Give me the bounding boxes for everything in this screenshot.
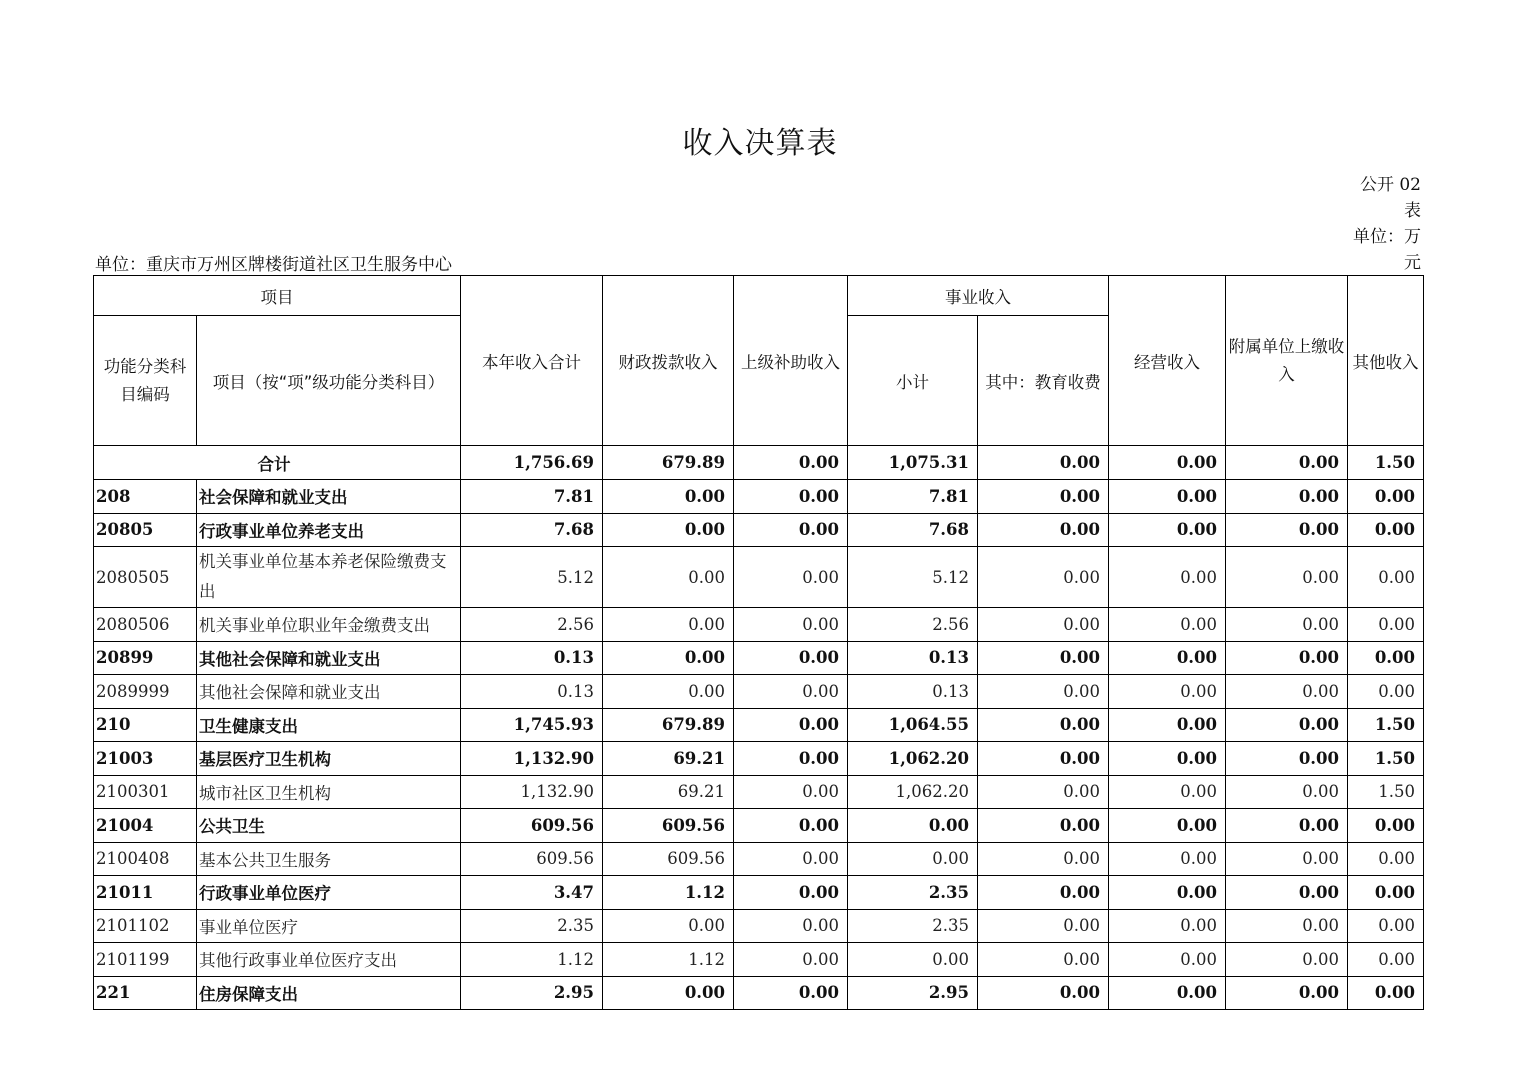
total-cell: 1.50 xyxy=(1348,446,1424,480)
row-value: 0.00 xyxy=(734,513,848,547)
row-value: 0.00 xyxy=(848,943,978,977)
row-value: 0.00 xyxy=(978,876,1109,910)
row-value: 609.56 xyxy=(603,842,734,876)
row-code: 210 xyxy=(94,708,197,742)
row-name: 行政事业单位养老支出 xyxy=(197,513,461,547)
table-row xyxy=(94,547,1424,608)
row-value: 0.00 xyxy=(1348,876,1424,910)
row-value: 0.00 xyxy=(978,775,1109,809)
row-value: 0.00 xyxy=(1109,976,1226,1010)
row-value: 0.00 xyxy=(1109,742,1226,776)
header-subtotal: 小计 xyxy=(848,316,978,446)
header-fiscal: 财政拨款收入 xyxy=(603,276,734,446)
header-operating: 经营收入 xyxy=(1109,276,1226,446)
row-value: 0.00 xyxy=(734,608,848,642)
form-number-line: 公开 02 xyxy=(1359,175,1421,195)
row-value: 0.00 xyxy=(1348,547,1424,608)
table-header xyxy=(94,276,1424,446)
row-value: 0.00 xyxy=(1109,608,1226,642)
row-value: 0.00 xyxy=(1348,675,1424,709)
table-row xyxy=(94,608,1424,642)
row-value: 5.12 xyxy=(848,547,978,608)
row-value: 0.00 xyxy=(1109,943,1226,977)
row-name: 城市社区卫生机构 xyxy=(197,775,461,809)
row-name: 公共卫生 xyxy=(197,809,461,843)
row-code: 2101102 xyxy=(94,909,197,943)
row-value: 0.00 xyxy=(603,547,734,608)
total-cell: 0.00 xyxy=(1226,446,1348,480)
header-code: 功能分类科目编码 xyxy=(94,316,197,446)
row-value: 0.00 xyxy=(1348,513,1424,547)
row-value: 1,062.20 xyxy=(848,742,978,776)
row-code: 21011 xyxy=(94,876,197,910)
row-value: 0.00 xyxy=(1226,480,1348,514)
row-value: 7.68 xyxy=(461,513,603,547)
row-value: 2.35 xyxy=(461,909,603,943)
table-row xyxy=(94,976,1424,1010)
total-cell: 0.00 xyxy=(734,446,848,480)
row-value: 0.00 xyxy=(978,708,1109,742)
row-value: 0.00 xyxy=(1109,842,1226,876)
form-number-line: 元 xyxy=(1404,253,1421,273)
row-value: 7.68 xyxy=(848,513,978,547)
row-value: 0.00 xyxy=(1348,909,1424,943)
table-row xyxy=(94,513,1424,547)
total-row xyxy=(94,446,1424,480)
row-code: 2101199 xyxy=(94,943,197,977)
row-value: 0.00 xyxy=(978,842,1109,876)
row-value: 0.00 xyxy=(1226,708,1348,742)
row-code: 2100408 xyxy=(94,842,197,876)
row-code: 21003 xyxy=(94,742,197,776)
row-value: 1.50 xyxy=(1348,742,1424,776)
row-value: 0.00 xyxy=(1226,608,1348,642)
row-value: 0.00 xyxy=(1348,976,1424,1010)
row-value: 0.00 xyxy=(1226,909,1348,943)
row-value: 609.56 xyxy=(461,809,603,843)
table-row xyxy=(94,641,1424,675)
total-cell: 0.00 xyxy=(1109,446,1226,480)
row-name: 卫生健康支出 xyxy=(197,708,461,742)
row-value: 0.00 xyxy=(734,547,848,608)
form-number-line: 表 xyxy=(1404,201,1421,221)
row-value: 2.56 xyxy=(461,608,603,642)
row-value: 0.00 xyxy=(848,809,978,843)
row-value: 0.13 xyxy=(848,641,978,675)
header-total: 本年收入合计 xyxy=(461,276,603,446)
row-value: 679.89 xyxy=(603,708,734,742)
row-value: 1.50 xyxy=(1348,708,1424,742)
row-value: 0.00 xyxy=(1109,775,1226,809)
row-value: 0.00 xyxy=(978,675,1109,709)
form-number xyxy=(1351,172,1421,276)
header-edu: 其中：教育收费 xyxy=(978,316,1109,446)
row-value: 0.00 xyxy=(734,480,848,514)
row-name: 机关事业单位职业年金缴费支出 xyxy=(197,608,461,642)
row-value: 0.00 xyxy=(734,842,848,876)
header-business: 事业收入 xyxy=(848,276,1109,316)
row-value: 0.00 xyxy=(1109,641,1226,675)
row-value: 0.00 xyxy=(1109,809,1226,843)
unit-label: 单位：重庆市万州区牌楼街道社区卫生服务中心 xyxy=(95,255,452,275)
row-value: 609.56 xyxy=(603,809,734,843)
row-value: 2.35 xyxy=(848,876,978,910)
row-value: 1,132.90 xyxy=(461,742,603,776)
row-name: 行政事业单位医疗 xyxy=(197,876,461,910)
row-value: 0.00 xyxy=(1226,943,1348,977)
row-value: 0.00 xyxy=(1109,909,1226,943)
row-value: 1.12 xyxy=(461,943,603,977)
row-name: 基层医疗卫生机构 xyxy=(197,742,461,776)
row-value: 609.56 xyxy=(461,842,603,876)
row-value: 0.00 xyxy=(1348,480,1424,514)
page-title: 收入决算表 xyxy=(682,126,838,161)
row-value: 0.00 xyxy=(1226,641,1348,675)
row-value: 0.00 xyxy=(734,775,848,809)
row-value: 1,064.55 xyxy=(848,708,978,742)
row-name: 社会保障和就业支出 xyxy=(197,480,461,514)
row-value: 0.00 xyxy=(1109,547,1226,608)
row-value: 1.50 xyxy=(1348,775,1424,809)
row-name: 其他社会保障和就业支出 xyxy=(197,641,461,675)
row-name: 其他社会保障和就业支出 xyxy=(197,675,461,709)
row-value: 0.00 xyxy=(603,909,734,943)
row-value: 1,745.93 xyxy=(461,708,603,742)
row-code: 21004 xyxy=(94,809,197,843)
total-cell: 679.89 xyxy=(603,446,734,480)
row-value: 0.00 xyxy=(978,513,1109,547)
row-value: 0.00 xyxy=(978,909,1109,943)
row-value: 5.12 xyxy=(461,547,603,608)
row-code: 208 xyxy=(94,480,197,514)
row-name: 基本公共卫生服务 xyxy=(197,842,461,876)
total-cell: 1,075.31 xyxy=(848,446,978,480)
row-name: 机关事业单位基本养老保险缴费支出 xyxy=(197,547,461,608)
row-value: 0.00 xyxy=(734,876,848,910)
row-value: 0.00 xyxy=(734,742,848,776)
row-code: 221 xyxy=(94,976,197,1010)
row-value: 0.13 xyxy=(848,675,978,709)
row-value: 0.13 xyxy=(461,675,603,709)
row-value: 7.81 xyxy=(461,480,603,514)
row-value: 0.00 xyxy=(603,675,734,709)
table-row xyxy=(94,876,1424,910)
row-value: 0.13 xyxy=(461,641,603,675)
row-value: 0.00 xyxy=(1226,775,1348,809)
header-project: 项目 xyxy=(94,276,461,316)
row-value: 0.00 xyxy=(1226,513,1348,547)
row-name: 住房保障支出 xyxy=(197,976,461,1010)
row-value: 0.00 xyxy=(734,708,848,742)
row-value: 0.00 xyxy=(1226,976,1348,1010)
table-row xyxy=(94,943,1424,977)
table-row xyxy=(94,708,1424,742)
row-value: 0.00 xyxy=(734,943,848,977)
row-value: 0.00 xyxy=(978,608,1109,642)
header-name: 项目（按“项”级功能分类科目） xyxy=(197,316,461,446)
row-value: 2.35 xyxy=(848,909,978,943)
form-number-line: 单位：万 xyxy=(1353,227,1421,247)
row-value: 0.00 xyxy=(603,641,734,675)
row-value: 0.00 xyxy=(1226,547,1348,608)
row-name: 事业单位医疗 xyxy=(197,909,461,943)
row-code: 2100301 xyxy=(94,775,197,809)
row-value: 0.00 xyxy=(978,943,1109,977)
table-row xyxy=(94,480,1424,514)
row-value: 0.00 xyxy=(1109,708,1226,742)
row-value: 0.00 xyxy=(734,976,848,1010)
total-cell: 1,756.69 xyxy=(461,446,603,480)
row-value: 0.00 xyxy=(978,976,1109,1010)
row-value: 0.00 xyxy=(603,976,734,1010)
row-value: 0.00 xyxy=(978,809,1109,843)
row-value: 69.21 xyxy=(603,742,734,776)
row-value: 0.00 xyxy=(1109,876,1226,910)
row-value: 0.00 xyxy=(848,842,978,876)
row-value: 0.00 xyxy=(1226,876,1348,910)
row-value: 3.47 xyxy=(461,876,603,910)
row-value: 0.00 xyxy=(1226,742,1348,776)
total-label: 合计 xyxy=(94,446,461,480)
row-value: 0.00 xyxy=(978,547,1109,608)
row-value: 0.00 xyxy=(1348,641,1424,675)
table-row xyxy=(94,909,1424,943)
row-value: 2.56 xyxy=(848,608,978,642)
row-value: 1,062.20 xyxy=(848,775,978,809)
row-value: 0.00 xyxy=(603,608,734,642)
row-value: 0.00 xyxy=(603,480,734,514)
row-value: 0.00 xyxy=(1226,675,1348,709)
row-value: 0.00 xyxy=(734,641,848,675)
table-body xyxy=(94,446,1424,1010)
row-value: 0.00 xyxy=(1109,480,1226,514)
table-row xyxy=(94,842,1424,876)
row-value: 1.12 xyxy=(603,876,734,910)
row-value: 0.00 xyxy=(1348,809,1424,843)
row-name: 其他行政事业单位医疗支出 xyxy=(197,943,461,977)
row-value: 0.00 xyxy=(1226,809,1348,843)
row-value: 1.12 xyxy=(603,943,734,977)
row-value: 0.00 xyxy=(978,641,1109,675)
header-superior: 上级补助收入 xyxy=(734,276,848,446)
row-value: 69.21 xyxy=(603,775,734,809)
row-value: 0.00 xyxy=(1226,842,1348,876)
row-value: 0.00 xyxy=(1109,513,1226,547)
row-value: 2.95 xyxy=(848,976,978,1010)
row-value: 0.00 xyxy=(1348,943,1424,977)
row-value: 0.00 xyxy=(734,809,848,843)
table-row xyxy=(94,675,1424,709)
row-value: 0.00 xyxy=(1348,842,1424,876)
row-code: 20899 xyxy=(94,641,197,675)
total-cell: 0.00 xyxy=(978,446,1109,480)
header-other: 其他收入 xyxy=(1348,276,1424,446)
row-value: 0.00 xyxy=(1109,675,1226,709)
row-value: 0.00 xyxy=(734,909,848,943)
row-value: 0.00 xyxy=(603,513,734,547)
row-value: 2.95 xyxy=(461,976,603,1010)
row-code: 20805 xyxy=(94,513,197,547)
row-value: 0.00 xyxy=(1348,608,1424,642)
row-value: 1,132.90 xyxy=(461,775,603,809)
table-row xyxy=(94,775,1424,809)
row-value: 7.81 xyxy=(848,480,978,514)
row-value: 0.00 xyxy=(978,480,1109,514)
row-value: 0.00 xyxy=(978,742,1109,776)
income-table xyxy=(93,275,1424,1010)
header-affiliated: 附属单位上缴收入 xyxy=(1226,276,1348,446)
table-row xyxy=(94,742,1424,776)
row-code: 2080505 xyxy=(94,547,197,608)
row-code: 2089999 xyxy=(94,675,197,709)
row-value: 0.00 xyxy=(734,675,848,709)
table-row xyxy=(94,809,1424,843)
row-code: 2080506 xyxy=(94,608,197,642)
